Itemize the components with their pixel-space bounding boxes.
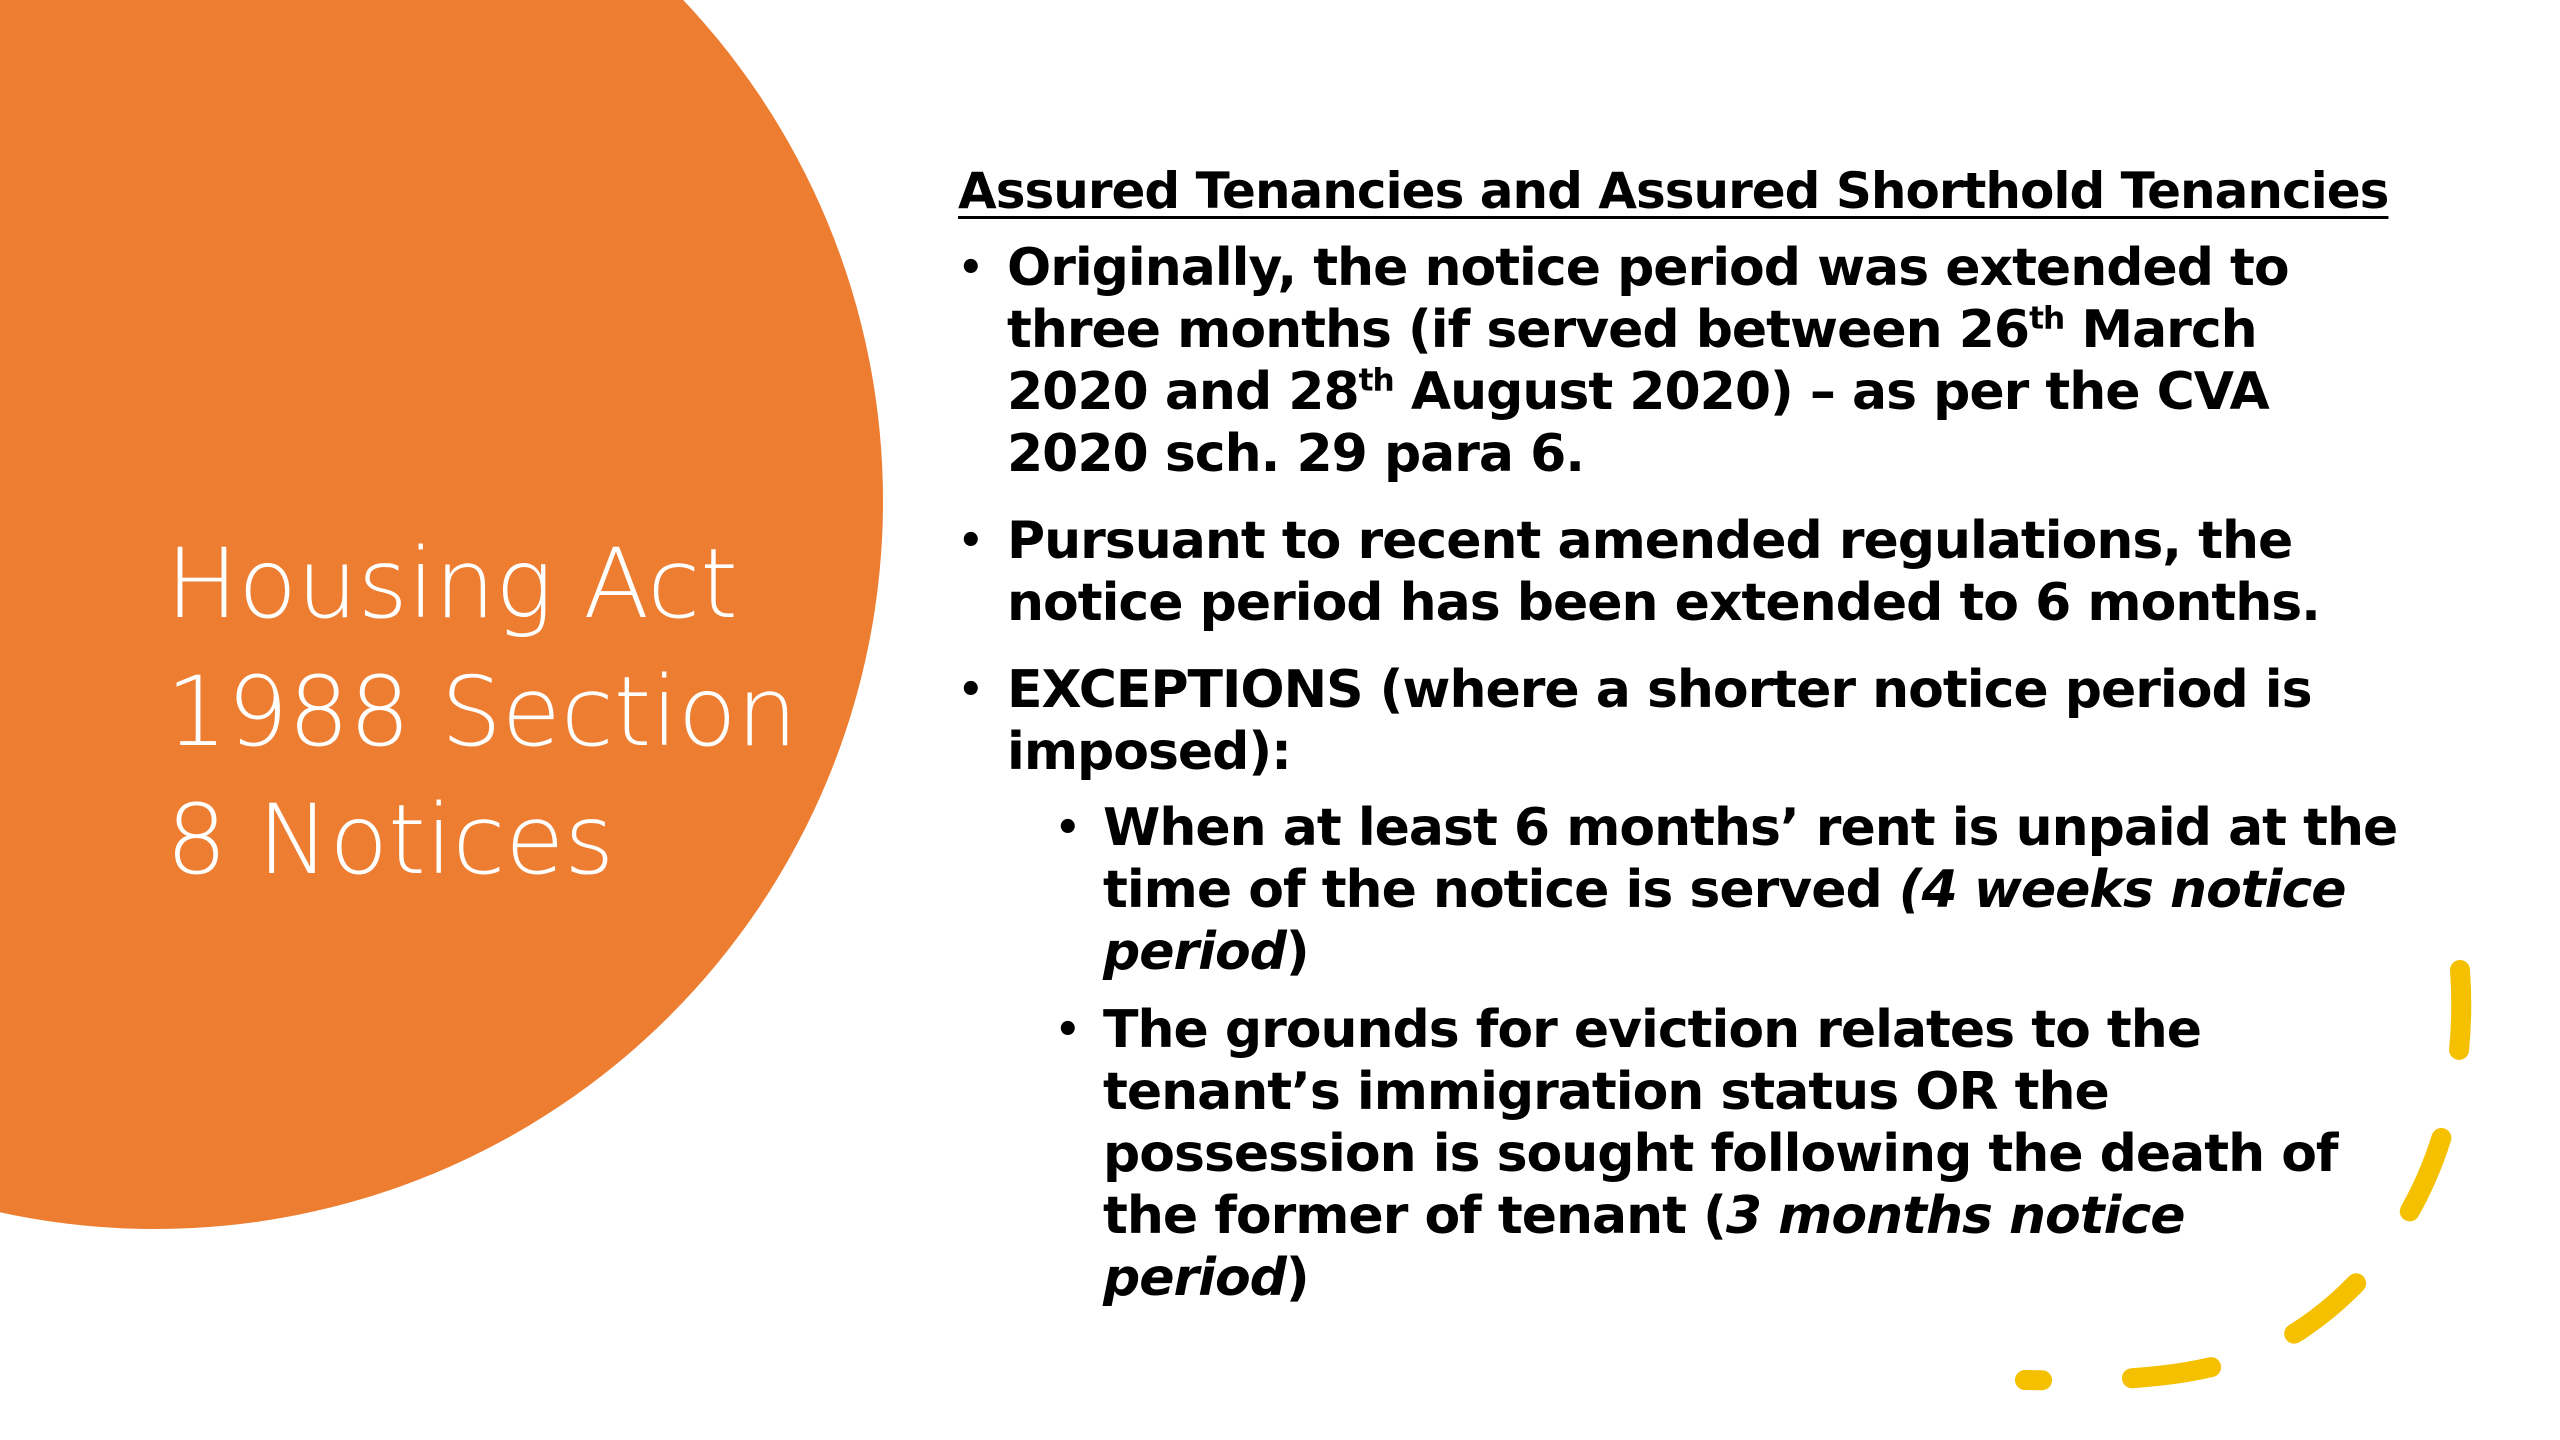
- bullet-icon: •: [1055, 805, 1080, 851]
- title-line-1: Housing Act: [166, 528, 738, 640]
- sub-bullet-emphasis: 3 months notice period: [1103, 1186, 2185, 1308]
- title-line-3: 8 Notices: [166, 784, 615, 896]
- bullet-icon: •: [1055, 1007, 1080, 1053]
- ordinal-suffix: th: [2029, 300, 2065, 337]
- bullet-text-part: Originally, the notice period was extended to three months (if served between 26: [1007, 238, 2289, 360]
- yellow-dashed-arc: [2000, 960, 2500, 1400]
- sub-bullet-emphasis: (4 weeks notice period: [1103, 860, 2346, 982]
- bullet-icon: •: [958, 245, 983, 291]
- sub-bullet-closing: ): [1285, 1248, 1309, 1308]
- bullet-text-part: August 2020) – as per the CVA 2020 sch. 29 para 6.: [1007, 362, 2269, 484]
- slide-title: [166, 520, 846, 904]
- dashed-arc-path: [2025, 970, 2461, 1380]
- bullet-item-amended-regulations: [958, 510, 2398, 634]
- sub-bullet-item-rent-arrears: [1055, 797, 2398, 983]
- bullet-icon: •: [958, 518, 983, 564]
- bullet-text-part: March 2020 and 28: [1007, 300, 2257, 422]
- sub-bullet-text: The grounds for eviction relates to the tenant’s immigration status OR the possession is sought following the death of the former of tenant (: [1103, 1000, 2338, 1246]
- bullet-icon: •: [958, 667, 983, 713]
- bullet-text: Pursuant to recent amended regulations, the notice period has been extended to 6 months.: [1007, 511, 2320, 633]
- bullet-item-notice-period-original: [958, 237, 2398, 485]
- bullet-text: EXCEPTIONS (where a shorter notice period is imposed):: [1007, 660, 2312, 782]
- sub-bullet-text: When at least 6 months’ rent is unpaid at the time of the notice is served: [1103, 798, 2398, 920]
- title-line-2: 1988 Section: [166, 656, 798, 768]
- ordinal-suffix: th: [1358, 362, 1394, 399]
- section-heading: Assured Tenancies and Assured Shorthold Tenancies: [958, 162, 2389, 220]
- sub-bullet-closing: ): [1285, 922, 1309, 982]
